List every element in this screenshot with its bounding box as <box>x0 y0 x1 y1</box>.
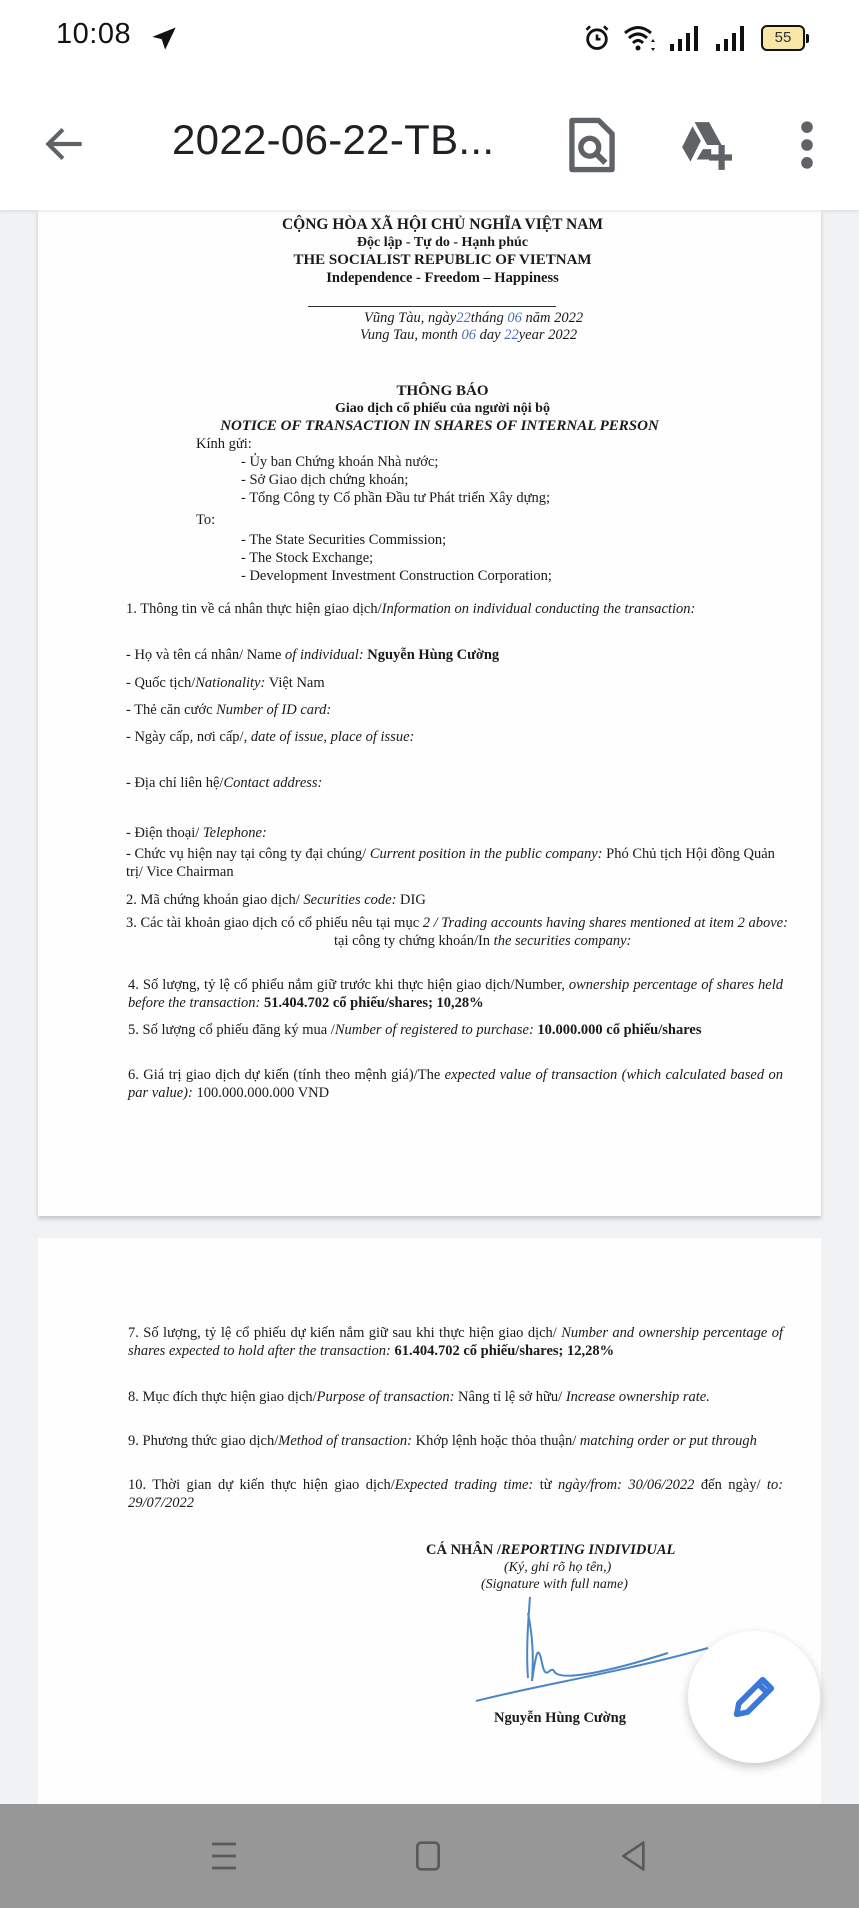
field-issue-en: date of issue, place of issue: <box>250 729 415 745</box>
header-line-1: CỘNG HÒA XÃ HỘI CHỦ NGHĨA VIỆT NAM <box>281 216 604 233</box>
section-10-to-vn: đến ngày/ <box>694 1477 767 1493</box>
section-8-value-vn: Nâng tỉ lệ sở hữu/ <box>454 1389 566 1405</box>
signature-title <box>426 1542 675 1559</box>
section-3-en2: the securities company: <box>493 933 632 949</box>
date-vn-month: 06 <box>507 310 522 326</box>
section-1-vn: 1. Thông tin về cá nhân thực hiện giao dịch/ <box>126 601 382 617</box>
field-position-value: Phó Chủ tịch Hội đồng Quản trị/ Vice Chairman <box>126 846 775 880</box>
section-2-en: Securities code: <box>303 892 397 908</box>
section-2 <box>126 892 426 909</box>
edit-pencil-icon <box>728 1671 780 1723</box>
more-vert-icon[interactable] <box>780 116 834 174</box>
section-7-en: Number and ownership percentage of shares expected to hold after the transaction: <box>128 1325 783 1359</box>
status-bar <box>0 0 859 76</box>
section-6 <box>128 1066 783 1102</box>
signature-note-en: (Signature with full name) <box>481 1577 628 1592</box>
section-1-en: Information on individual conducting the transaction: <box>381 601 696 617</box>
section-9-value-vn: Khớp lệnh hoặc thỏa thuận/ <box>411 1433 580 1449</box>
field-name <box>126 647 499 664</box>
field-phone-en: Telephone: <box>202 825 267 841</box>
national-header <box>38 215 821 287</box>
field-nationality-value: Việt Nam <box>268 675 325 691</box>
section-9-en: Method of transaction: <box>278 1433 412 1449</box>
date-en-day: 22 <box>504 327 519 343</box>
recents-icon[interactable] <box>208 1840 240 1872</box>
title-line-2: Giao dịch cổ phiếu của người nội bộ <box>335 401 550 416</box>
section-10-from-en: ngày/from: 30/06/2022 <box>558 1477 695 1493</box>
section-8-value-en: Increase ownership rate. <box>565 1389 710 1405</box>
section-6-en: expected value of transaction (which calculated based on par value): <box>128 1067 783 1101</box>
section-10-vn: 10. Thời gian dự kiến thực hiện giao dịch/ <box>128 1477 395 1493</box>
recipient-vn-1: - Ủy ban Chứng khoán Nhà nước; <box>241 454 439 470</box>
signer-name: Nguyễn Hùng Cường <box>494 1710 626 1726</box>
title-line-1: THÔNG BÁO <box>396 383 489 399</box>
section-5-en: Number of registered to purchase: <box>334 1022 534 1038</box>
date-vn-year: năm 2022 <box>525 310 584 326</box>
section-10 <box>128 1476 783 1512</box>
date-vn-day: 22 <box>456 310 471 326</box>
section-9-vn: 9. Phương thức giao dịch/ <box>128 1433 279 1449</box>
field-address <box>126 775 322 792</box>
date-vn-month-label: tháng <box>470 310 504 326</box>
date-en-year: year 2022 <box>518 327 578 343</box>
app-bar <box>0 76 859 210</box>
recipient-vn-3: - Tổng Công ty Cổ phần Đầu tư Phát triển Xây dựng; <box>241 490 551 506</box>
signature-title-vn: CÁ NHÂN / <box>426 1542 501 1558</box>
signal-icon <box>715 24 749 52</box>
field-phone <box>126 825 267 842</box>
section-10-en: Expected trading time: <box>394 1477 534 1493</box>
section-9-value-en: matching order or put through <box>579 1433 757 1449</box>
title-line-3: NOTICE OF TRANSACTION IN SHARES OF INTERNAL PERSON <box>220 418 659 434</box>
field-position-vn: - Chức vụ hiện nay tại công ty đại chúng/ <box>126 846 370 862</box>
field-position <box>126 845 784 881</box>
section-6-vn: 6. Giá trị giao dịch dự kiến (tính theo mệnh giá)/The <box>128 1067 445 1083</box>
recipient-en-2: - The Stock Exchange; <box>241 550 374 566</box>
header-line-3: THE SOCIALIST REPUBLIC OF VIETNAM <box>293 252 592 268</box>
field-issue <box>126 729 414 746</box>
section-7-value: 61.404.702 cổ phiếu/shares; 12,28% <box>390 1343 615 1359</box>
date-en-month: 06 <box>461 327 477 343</box>
field-id-vn: - Thẻ căn cước <box>126 702 217 718</box>
drive-add-icon[interactable] <box>678 116 732 174</box>
field-id-en: Number of ID card: <box>216 702 332 718</box>
field-name-en: of individual: <box>285 647 364 663</box>
section-3-line-2 <box>334 933 631 950</box>
header-divider <box>308 306 556 307</box>
field-name-value: Nguyễn Hùng Cường <box>367 647 500 663</box>
section-3-en: 2 / Trading accounts having shares mentioned at item 2 above: <box>422 915 788 931</box>
section-4-value: 51.404.702 cổ phiếu/shares; 10,28% <box>260 995 484 1011</box>
section-5-value: 10.000.000 cổ phiếu/shares <box>533 1022 702 1038</box>
back-icon[interactable] <box>618 1840 650 1872</box>
section-10-from-vn: từ <box>533 1477 559 1493</box>
document-search-icon[interactable] <box>565 116 619 174</box>
edit-fab-button[interactable] <box>688 1631 820 1763</box>
section-8-vn: 8. Mục đích thực hiện giao dịch/ <box>128 1389 317 1405</box>
field-issue-vn: - Ngày cấp, nơi cấp/, <box>126 729 251 745</box>
back-arrow-icon[interactable] <box>40 119 90 169</box>
send-icon <box>150 24 178 52</box>
document-page-2[interactable] <box>38 1238 821 1878</box>
section-2-vn: 2. Mã chứng khoán giao dịch/ <box>126 892 304 908</box>
recipient-en-1: - The State Securities Commission; <box>241 532 447 548</box>
signal-icon <box>669 24 703 52</box>
section-8 <box>128 1388 783 1406</box>
section-8-en: Purpose of transaction: <box>316 1389 455 1405</box>
field-id-card <box>126 702 331 719</box>
field-nationality-vn: - Quốc tịch/ <box>126 675 196 691</box>
recipients-vn-label: Kính gửi: <box>196 436 252 452</box>
document-page-1[interactable] <box>38 210 821 1216</box>
section-7 <box>128 1324 783 1360</box>
date-en-day-label: day <box>479 327 501 343</box>
section-4-vn: 4. Số lượng, tỷ lệ cổ phiếu nắm giữ trước khi thực hiện giao dịch/Number, <box>128 977 569 993</box>
section-1-heading <box>126 600 781 618</box>
field-name-vn: - Họ và tên cá nhân/ Name <box>126 647 286 663</box>
status-icons <box>583 22 805 54</box>
section-3-line-1 <box>126 915 788 932</box>
field-nationality-en: Nationality: <box>195 675 266 691</box>
section-3-vn: 3. Các tài khoản giao dịch có cổ phiếu nêu tại mục <box>126 915 423 931</box>
section-3-vn2: tại công ty chứng khoán/In <box>334 933 494 949</box>
status-time: 10:08 <box>56 18 132 50</box>
recipient-vn-2: - Sở Giao dịch chứng khoán; <box>241 472 409 488</box>
securities-code: DIG <box>396 892 426 908</box>
header-line-2: Độc lập - Tự do - Hạnh phúc <box>356 235 529 250</box>
field-position-en: Current position in the public company: <box>369 846 603 862</box>
date-vn-prefix: Vũng Tàu, ngày <box>364 310 457 326</box>
alarm-icon <box>583 24 611 52</box>
field-nationality <box>126 675 325 692</box>
section-5 <box>128 1021 783 1039</box>
section-9 <box>128 1432 783 1450</box>
section-4-en: ownership percentage of shares held before the transaction: <box>128 977 783 1011</box>
wifi-icon <box>623 24 657 52</box>
date-en-prefix: Vung Tau, month <box>360 327 458 343</box>
section-5-vn: 5. Số lượng cổ phiếu đăng ký mua / <box>128 1022 335 1038</box>
date-en <box>360 327 577 344</box>
signature-title-en: REPORTING INDIVIDUAL <box>500 1542 676 1558</box>
field-phone-vn: - Điện thoại/ <box>126 825 203 841</box>
section-4 <box>128 976 783 1012</box>
home-icon[interactable] <box>412 1840 444 1872</box>
header-line-4: Independence - Freedom – Happiness <box>326 270 559 286</box>
document-title: 2022-06-22-TB... <box>172 116 495 163</box>
recipient-en-3: - Development Investment Construction Corporation; <box>241 568 552 584</box>
section-10-to-en: to: 29/07/2022 <box>128 1477 784 1511</box>
signature-note-vn: (Ký, ghi rõ họ tên,) <box>504 1560 612 1575</box>
battery-icon: 55 <box>761 25 805 51</box>
section-6-value: 100.000.000.000 VND <box>192 1085 330 1101</box>
field-address-en: Contact address: <box>223 775 323 791</box>
date-vn <box>364 310 583 327</box>
recipients-en-label: To: <box>196 512 216 528</box>
field-address-vn: - Địa chỉ liên hệ/ <box>126 775 224 791</box>
system-nav-bar <box>0 1804 859 1908</box>
section-7-vn: 7. Số lượng, tỷ lệ cổ phiếu dự kiến nắm giữ sau khi thực hiện giao dịch/ <box>128 1325 562 1341</box>
notice-title <box>38 382 821 435</box>
